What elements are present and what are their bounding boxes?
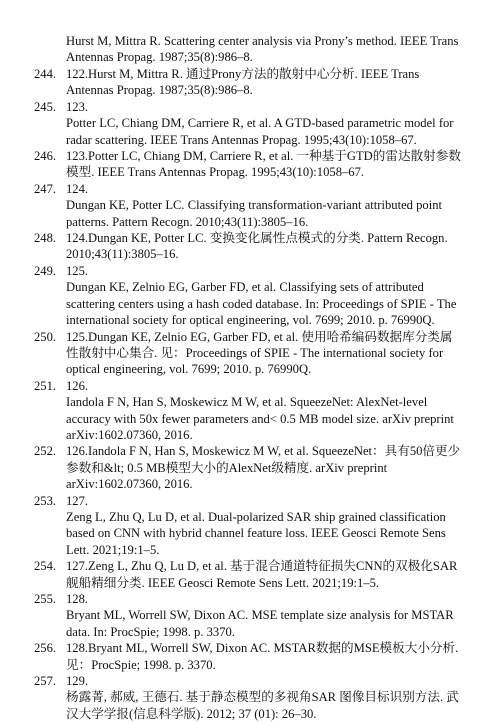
reference-line: 127.: [66, 493, 89, 508]
reference-line: 杨露菁, 郝威, 王德石. 基于静态模型的多视角SAR 图像目标识别方法. 武: [66, 690, 459, 705]
reference-number: 247.: [34, 181, 57, 196]
reference-number: 254.: [34, 559, 57, 574]
reference-line: radar scattering. IEEE Trans Antennas Propag. 1995;43(10):1058–67.: [66, 132, 417, 147]
reference-line: Zeng L, Zhu Q, Lu D, et al. Dual-polarized SAR ship grained classification: [66, 509, 446, 524]
reference-item: [0, 673, 476, 722]
reference-line: optical engineering, vol. 7699; 2010. p. 76990Q.: [66, 362, 312, 377]
reference-line: 124.: [66, 181, 89, 196]
reference-number: 246.: [34, 149, 57, 164]
reference-item: [0, 558, 476, 591]
reference-line: Dungan KE, Zelnio EG, Garber FD, et al. Classifying sets of attributed: [66, 280, 424, 295]
reference-line: arXiv:1602.07360, 2016.: [66, 477, 193, 492]
reference-line: accuracy with 50x fewer parameters and< 0.5 MB model size. arXiv preprint: [66, 411, 454, 426]
reference-line: scattering centers using a hash coded database. In: Proceedings of SPIE - The: [66, 296, 457, 311]
reference-line: 模型. IEEE Trans Antennas Propag. 1995;43(10):1058–67.: [66, 165, 365, 180]
reference-number: 249.: [34, 263, 57, 278]
reference-line: 性散射中心集合. 见：Proceedings of SPIE - The international society for: [66, 345, 444, 360]
reference-line: 125.: [66, 263, 89, 278]
reference-list: [0, 66, 500, 722]
reference-number: 248.: [34, 231, 57, 246]
reference-item: [0, 443, 476, 492]
reference-number: 255.: [34, 592, 57, 606]
reference-number: 256.: [34, 641, 57, 656]
reference-line: based on CNN with hybrid channel feature loss. IEEE Geosci Remote Sens: [66, 526, 446, 541]
reference-line: Dungan KE, Potter LC. Classifying transformation-variant attributed point: [66, 198, 442, 213]
reference-number: 257.: [34, 674, 57, 689]
reference-line: 122.Hurst M, Mittra R. 通过Prony方法的散射中心分析. IEEE Trans: [66, 67, 420, 81]
reference-line: 128.Bryant ML, Worrell SW, Dixon AC. MSTAR数据的MSE模板大小分析.: [66, 641, 459, 656]
reference-item: [0, 640, 476, 673]
reference-line: patterns. Pattern Recogn. 2010;43(11):3805–16.: [66, 214, 309, 229]
reference-item: [0, 230, 476, 263]
reference-line: 123.: [66, 99, 89, 114]
reference-number: 251.: [34, 378, 57, 393]
reference-item: [0, 148, 476, 181]
reference-line: 126.: [66, 378, 89, 393]
reference-line: Iandola F N, Han S, Moskewicz M W, et al. SqueezeNet: AlexNet-level: [66, 395, 428, 410]
reference-line: 2010;43(11):3805–16.: [66, 247, 179, 262]
reference-item: [0, 329, 476, 378]
reference-line: Antennas Propag. 1987;35(8):986–8.: [66, 50, 253, 65]
reference-line: Lett. 2021;19:1–5.: [66, 542, 160, 557]
reference-line: 汉大学学报(信息科学版). 2012; 37 (01): 26–30.: [66, 706, 317, 721]
reference-line: arXiv:1602.07360, 2016.: [66, 427, 193, 442]
reference-item: [0, 378, 476, 444]
reference-line: 127.Zeng L, Zhu Q, Lu D, et al. 基于混合通道特征损失CNN的双极化SAR: [66, 559, 458, 574]
reference-line: 参数和&lt; 0.5 MB模型大小的AlexNet级精度. arXiv preprint: [66, 460, 388, 475]
reference-item: [0, 66, 476, 99]
reference-number: 252.: [34, 444, 57, 459]
reference-line: 舰船精细分类. IEEE Geosci Remote Sens Lett. 2021;19:1–5.: [66, 575, 380, 590]
reference-line: Potter LC, Chiang DM, Carriere R, et al. A GTD-based parametric model for: [66, 116, 454, 131]
reference-number: 253.: [34, 493, 57, 508]
reference-line: 129.: [66, 674, 89, 689]
reference-item: [0, 591, 476, 640]
reference-line: Hurst M, Mittra R. Scattering center analysis via Prony’s method. IEEE Trans: [66, 34, 459, 48]
reference-line: data. In: ProcSpie; 1998. p. 3370.: [66, 624, 235, 639]
reference-line: 126.Iandola F N, Han S, Moskewicz M W, et al. SqueezeNet：具有50倍更少: [66, 444, 461, 459]
reference-line: 124.Dungan KE, Potter LC. 变换变化属性点模式的分类. Pattern Recogn.: [66, 231, 448, 246]
reference-item: [0, 181, 476, 230]
continued-reference: [66, 33, 476, 66]
reference-number: 245.: [34, 99, 57, 114]
reference-line: 见：ProcSpie; 1998. p. 3370.: [66, 657, 216, 672]
reference-line: international society for optical engineering, vol. 7699; 2010. p. 76990Q.: [66, 313, 435, 328]
reference-line: Bryant ML, Worrell SW, Dixon AC. MSE template size analysis for MSTAR: [66, 608, 454, 623]
reference-line: Antennas Propag. 1987;35(8):986–8.: [66, 83, 253, 98]
reference-item: [0, 99, 476, 148]
reference-item: [0, 263, 476, 329]
reference-line: 125.Dungan KE, Zelnio EG, Garber FD, et al. 使用哈希编码数据库分类属: [66, 329, 453, 344]
reference-line: 128.: [66, 592, 89, 606]
reference-number: 250.: [34, 329, 57, 344]
reference-number: 244.: [34, 67, 57, 81]
reference-line: 123.Potter LC, Chiang DM, Carriere R, et al. 一种基于GTD的雷达散射参数: [66, 149, 461, 164]
reference-item: [0, 493, 476, 559]
